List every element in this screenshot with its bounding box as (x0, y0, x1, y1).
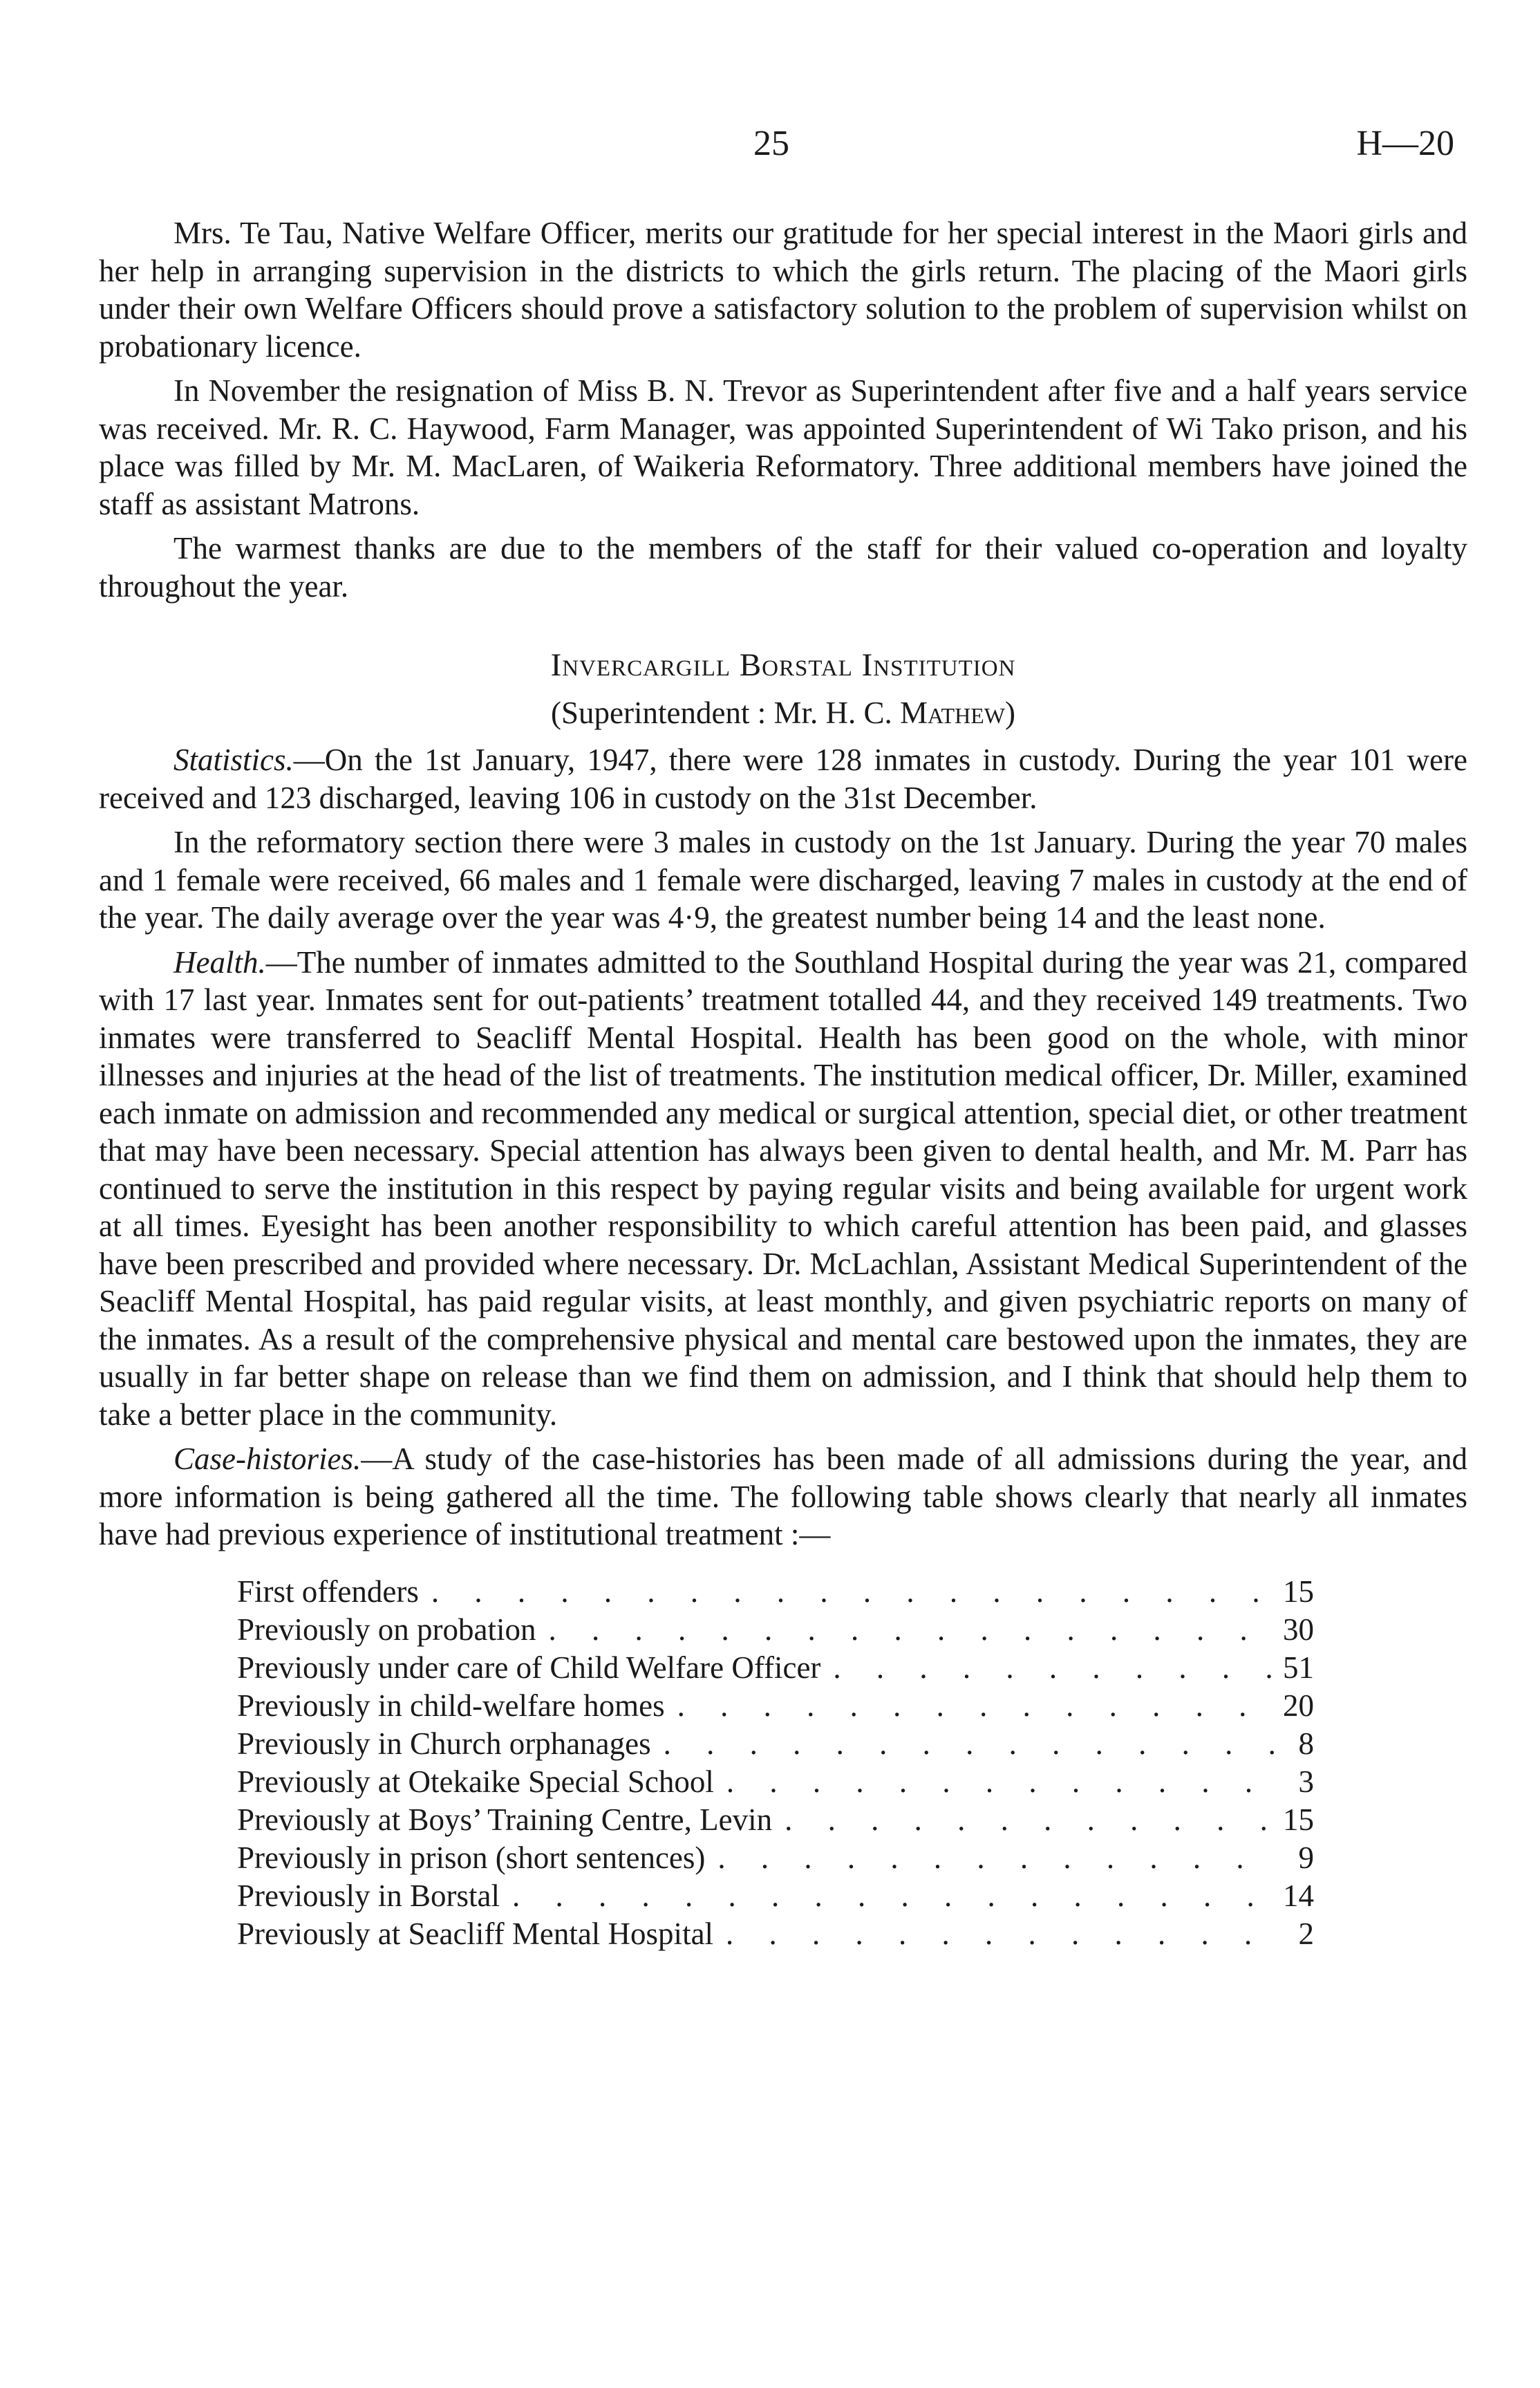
row-label: Previously in child-welfare homes (237, 1688, 665, 1723)
row-count: 14 (1283, 1878, 1314, 1913)
paragraph-thanks: The warmest thanks are due to the members of the staff for their valued co-operation and loyalty throughout the year. (99, 531, 1467, 604)
paragraph-health (99, 944, 1467, 1434)
case-histories-lead: Case-histories. (173, 1442, 361, 1476)
paragraph-staff-changes: In November the resignation of Miss B. N. Trevor as Superintendent after five and a half years service was received. Mr. R. C. Haywood, Farm Manager, was appointed Superintendent of Wi Tako prison, and his place was filled by Mr. M. MacLaren, of Waikeria Reformatory. Three additional members have joined the staff as assistant Matrons. (99, 373, 1467, 521)
superintendent-name: Mathew (899, 695, 1005, 730)
section-heading: Invercargill Borstal Institution (550, 647, 1016, 683)
table-row (237, 1801, 1314, 1839)
row-label: Previously in Borstal (237, 1878, 500, 1913)
superintendent-suffix: ) (1004, 695, 1015, 730)
table-row (237, 1839, 1314, 1877)
superintendent-prefix: (Superintendent : Mr. H. C. (551, 695, 900, 730)
dot-leader (705, 1839, 1277, 1877)
health-lead: Health. (173, 944, 266, 980)
dot-leader (713, 1915, 1277, 1953)
table-row (237, 1611, 1314, 1649)
page-body (99, 214, 1467, 1953)
superintendent-line (99, 694, 1467, 732)
row-label: Previously at Seacliff Mental Hospital (237, 1916, 714, 1951)
offender-history-table (237, 1573, 1314, 1953)
page-number: 25 (753, 124, 789, 163)
row-count: 15 (1283, 1574, 1314, 1609)
row-label: Previously in prison (short sentences) (237, 1840, 706, 1875)
case-histories-text: —A study of the case-histories has been made of all admissions during the year, and more information is being gathered all the time. The following table shows clearly that nearly all inmates have had previous experience of institutional treatment :— (99, 1442, 1467, 1551)
dot-leader (536, 1611, 1277, 1649)
row-label: Previously in Church orphanages (237, 1726, 651, 1761)
table-row (237, 1687, 1314, 1725)
row-label: Previously on probation (237, 1612, 536, 1647)
dot-leader (500, 1877, 1277, 1915)
dot-leader (419, 1573, 1277, 1611)
paragraph-welfare-officer: Mrs. Te Tau, Native Welfare Officer, merits our gratitude for her special interest in the Maori girls and her help in arranging supervision in the districts to which the girls return. The placing of the Maori girls under their own Welfare Officers should prove a satisfactory solution to the problem of supervision whilst on probationary licence. (99, 216, 1467, 364)
row-count: 51 (1283, 1650, 1314, 1685)
table-row (237, 1915, 1314, 1953)
health-text: —The number of inmates admitted to the Southland Hospital during the year was 21, compared with 17 last year. Inmates sent for out-patients’ treatment totalled 44, and they received 149 treatments. Two inmates were transferred to Seacliff Mental Hospital. Health has been good on the whole, with minor illnesses and injuries at the head of the list of treatments. The institution medical officer, Dr. Miller, examined each inmate on admission and recommended any medical or surgical attention, special diet, or other treatment that may have been necessary. Special attention has always been given to dental health, and Mr. M. Parr has continued to serve the institution in this respect by paying regular visits and being available for urgent work at all times. Eyesight has been another responsibility to which careful attention has been paid, and glasses have been prescribed and provided where necessary. Dr. McLachlan, Assistant Medical Superintendent of the Seacliff Mental Hospital, has paid regular visits, at least monthly, and given psychiatric reports on many of the inmates. As a result of the comprehensive physical and mental care bestowed upon the inmates, they are usually in far better shape on release than we find them on admission, and I think that should help them to take a better place in the community. (99, 944, 1467, 1432)
paragraph-case-histories (99, 1440, 1467, 1554)
document-reference: H—20 (1356, 124, 1454, 163)
row-label: Previously under care of Child Welfare Officer (237, 1650, 821, 1685)
row-count: 15 (1283, 1802, 1314, 1837)
row-count: 30 (1283, 1612, 1314, 1647)
paragraph-reformatory: In the reformatory section there were 3 males in custody on the 1st January. During the year 70 males and 1 female were received, 66 males and 1 female were discharged, leaving 7 males in custody at the end of the year. The daily average over the year was 4·9, the greatest number being 14 and the least none. (99, 825, 1467, 935)
row-count: 3 (1298, 1764, 1314, 1799)
row-label: Previously at Boys’ Training Centre, Levin (237, 1802, 773, 1837)
table-row (237, 1649, 1314, 1687)
row-count: 20 (1283, 1688, 1314, 1723)
dot-leader (772, 1801, 1277, 1839)
table-row (237, 1877, 1314, 1915)
dot-leader (651, 1725, 1277, 1763)
table-row (237, 1573, 1314, 1611)
statistics-lead: Statistics. (173, 743, 294, 777)
dot-leader (714, 1763, 1277, 1801)
row-label: Previously at Otekaike Special School (237, 1764, 714, 1799)
row-count: 8 (1298, 1726, 1314, 1761)
table-row (237, 1763, 1314, 1801)
dot-leader (820, 1649, 1277, 1687)
table-row (237, 1725, 1314, 1763)
row-count: 2 (1298, 1916, 1314, 1951)
row-count: 9 (1298, 1840, 1314, 1875)
dot-leader (665, 1687, 1277, 1725)
statistics-text: —On the 1st January, 1947, there were 128 inmates in custody. During the year 101 were received and 123 discharged, leaving 106 in custody on the 31st December. (99, 743, 1467, 815)
paragraph-statistics (99, 741, 1467, 817)
row-label: First offenders (237, 1574, 419, 1609)
